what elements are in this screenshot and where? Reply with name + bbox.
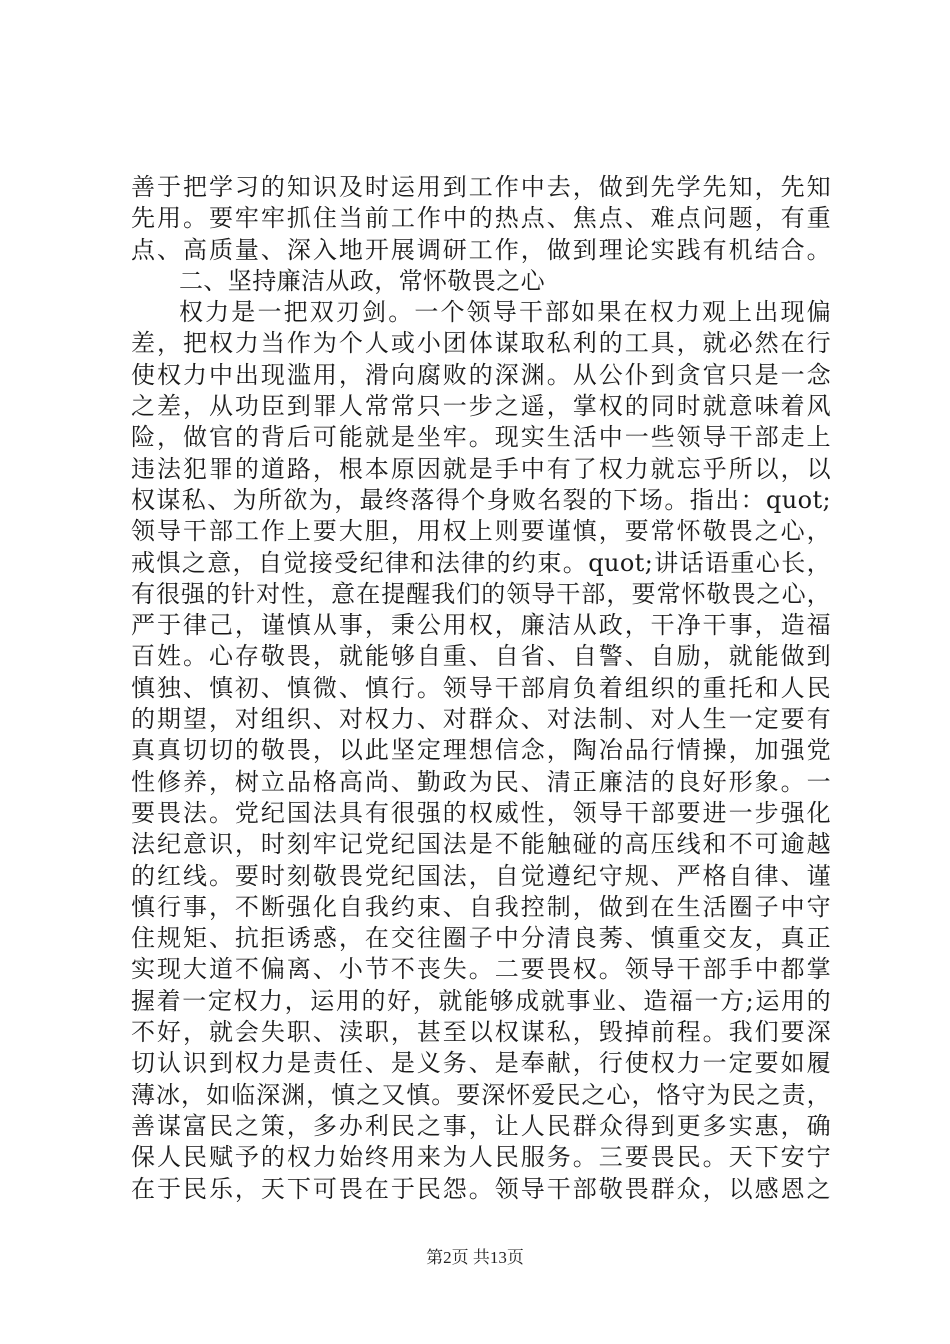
text-line: 薄冰，如临深渊，慎之又慎。要深怀爱民之心，恪守为民之责， xyxy=(131,1080,831,1109)
text-line: 严于律己，谨慎从事，秉公用权，廉洁从政，干净干事，造福 xyxy=(131,611,831,640)
text-line: 领导干部工作上要大胆，用权上则要谨慎，要常怀敬畏之心， xyxy=(131,517,831,546)
text-line: 百姓。心存敬畏，就能够自重、自省、自警、自励，就能做到 xyxy=(131,642,831,671)
document-body xyxy=(131,172,831,1205)
text-line: 权力是一把双刃剑。一个领导干部如果在权力观上出现偏 xyxy=(179,298,831,327)
text-line: 性修养，树立品格高尚、勤政为民、清正廉洁的良好形象。一 xyxy=(131,767,831,796)
text-line: 之差，从功臣到罪人常常只一步之遥，掌权的同时就意味着风 xyxy=(131,392,831,421)
text-line: 握着一定权力，运用的好，就能够成就事业、造福一方;运用的 xyxy=(131,986,831,1015)
text-line: 要畏法。党纪国法具有很强的权威性，领导干部要进一步强化 xyxy=(131,798,831,827)
text-line: 有很强的针对性，意在提醒我们的领导干部，要常怀敬畏之心， xyxy=(131,579,831,608)
text-line: 实现大道不偏离、小节不丧失。二要畏权。领导干部手中都掌 xyxy=(131,955,831,984)
text-line: 慎行事，不断强化自我约束、自我控制，做到在生活圈子中守 xyxy=(131,892,831,921)
text-line: 慎独、慎初、慎微、慎行。领导干部肩负着组织的重托和人民 xyxy=(131,673,831,702)
text-line: 法纪意识，时刻牢记党纪国法是不能触碰的高压线和不可逾越 xyxy=(131,830,831,859)
section-heading: 二、坚持廉洁从政，常怀敬畏之心 xyxy=(179,266,545,295)
page-number-footer: 第2页 共13页 xyxy=(426,1248,524,1267)
text-line: 在于民乐，天下可畏在于民怨。领导干部敬畏群众，以感恩之 xyxy=(131,1174,831,1203)
text-line: 权谋私、为所欲为，最终落得个身败名裂的下场。指出：quot; xyxy=(131,485,831,514)
text-line: 的期望，对组织、对权力、对群众、对法制、对人生一定要有 xyxy=(131,705,831,734)
text-line: 先用。要牢牢抓住当前工作中的热点、焦点、难点问题，有重 xyxy=(131,204,831,233)
text-line: 住规矩、抗拒诱惑，在交往圈子中分清良莠、慎重交友，真正 xyxy=(131,924,831,953)
text-line: 使权力中出现滥用，滑向腐败的深渊。从公仆到贪官只是一念 xyxy=(131,360,831,389)
text-line: 差，把权力当作为个人或小团体谋取私利的工具，就必然在行 xyxy=(131,329,831,358)
text-line: 真真切切的敬畏，以此坚定理想信念，陶冶品行情操，加强党 xyxy=(131,736,831,765)
text-line: 戒惧之意，自觉接受纪律和法律的约束。quot;讲话语重心长， xyxy=(131,548,831,577)
text-line: 险，做官的背后可能就是坐牢。现实生活中一些领导干部走上 xyxy=(131,423,831,452)
text-line: 善于把学习的知识及时运用到工作中去，做到先学先知，先知 xyxy=(131,173,831,201)
text-line: 切认识到权力是责任、是义务、是奉献，行使权力一定要如履 xyxy=(131,1049,831,1078)
text-line: 不好，就会失职、渎职，甚至以权谋私，毁掉前程。我们要深 xyxy=(131,1018,831,1047)
text-line: 违法犯罪的道路，根本原因就是手中有了权力就忘乎所以，以 xyxy=(131,454,831,483)
text-line: 保人民赋予的权力始终用来为人民服务。三要畏民。天下安宁 xyxy=(131,1143,831,1172)
text-line: 点、高质量、深入地开展调研工作，做到理论实践有机结合。 xyxy=(131,235,831,264)
text-line: 的红线。要时刻敬畏党纪国法，自觉遵纪守规、严格自律、谨 xyxy=(131,861,831,890)
text-line: 善谋富民之策，多办利民之事，让人民群众得到更多实惠，确 xyxy=(131,1111,831,1140)
